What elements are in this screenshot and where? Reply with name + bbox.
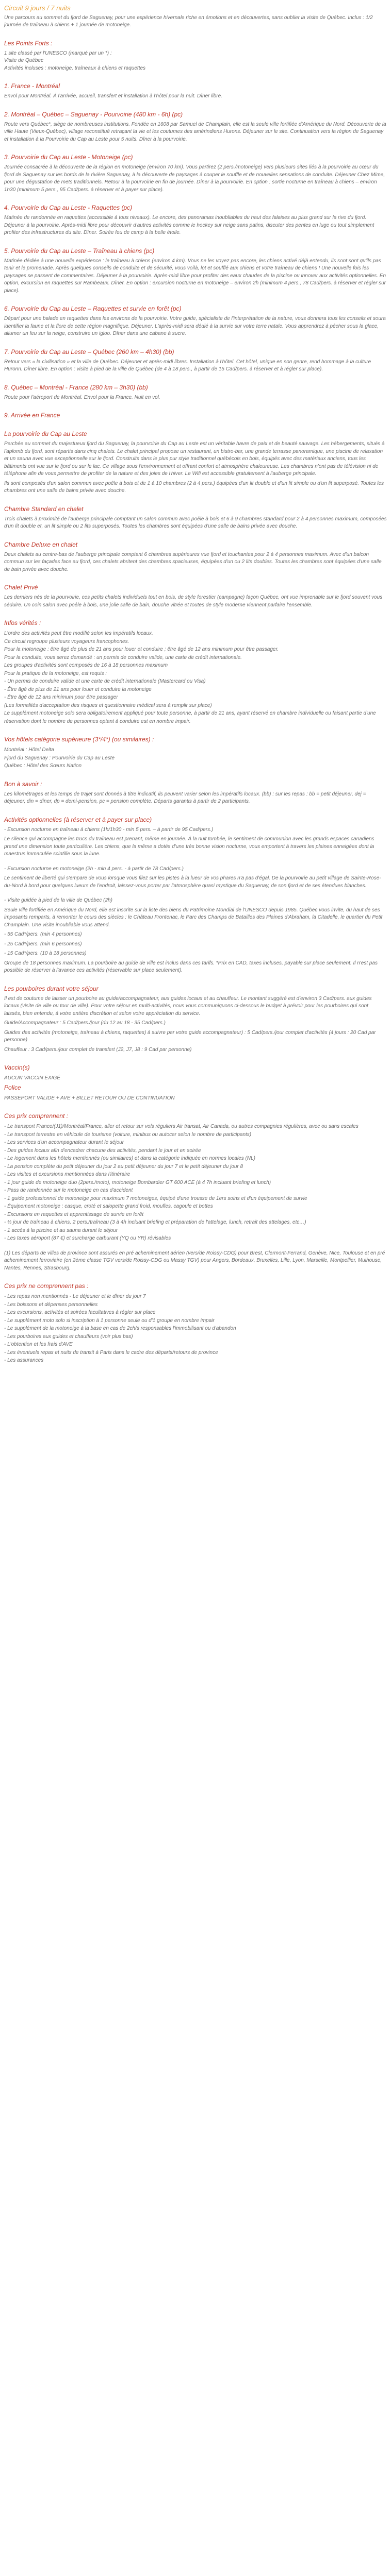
- list-item: - Un permis de conduire valide et une carte de crédit internationale (Mastercard ou Visa): [4, 679, 206, 684]
- infos-list: [4, 630, 387, 725]
- section-title: La pourvoirie du Cap au Leste: [4, 430, 87, 437]
- hotels-title: Vos hôtels catégorie supérieure (3*/4*) (ou similaires) :: [4, 736, 154, 743]
- day-title: 4. Pourvoirie du Cap au Leste - Raquettes (pc): [4, 204, 133, 211]
- section-text: Trois chalets à proximité de l'auberge principale comptant un salon commun avec poêle à bois et 6 à 9 chambres standard pour 2 à 4 personnes maximum, composées d'un lit double et, un lit simple ou 2 lits superposés. Toutes les chambres sont équipées d'une salle de bains privée avec douche.: [4, 516, 387, 529]
- options-text: Le sentiment de liberté qui s'empare de vous lorsque vous filez sur les pistes à la lueur de vos phares n'a pas d'égal. De la pourvoirie au petit village de Sainte-Rose-du-Nord à bord pour quelques lueurs de l'endroit, laissez-vous porter par l'atmosphère quasi mystique du Saguenay, de son fjord et de ses étendues blanches.: [4, 875, 381, 889]
- list-item: - ½ jour de traîneau à chiens, 2 pers./traîneau (3 à 4h incluant briefing et préparation de l'attelage, lunch, retrait des attelages, etc…): [4, 1219, 306, 1225]
- pourboires-title: Les pourboires durant votre séjour: [4, 985, 99, 992]
- day-2: [4, 110, 387, 144]
- list-item: - Excursions en raquettes et apprentissage de survie en forêt: [4, 1211, 144, 1217]
- day-text: Départ pour une balade en raquettes dans les environs de la pourvoirie. Votre guide, spécialiste de l'interprétation de la nature, vous donnera tous les conseils et soura identifier la faune et la flore de cette région magnifique. Déjeuner. L'après-midi sera dédié à la survie sur votre terre natale. Vous apprendrez à pêcher sous la glace, allumer un feu sur la neige, construire un igloo. Dîner dans une cabane à sucre.: [4, 316, 386, 336]
- list-item: - Les excursions, activités et soirées facultatives à régler sur place: [4, 1310, 156, 1315]
- savoir-text: Les kilométrages et les temps de trajet sont donnés à titre indicatif, ils peuvent varier selon les impératifs locaux. (bb) : sur les repas : bb = petit déjeuner, dej = déjeuner, din = dîner, dp = demi-pension, pc = pension complète. Départs garantis à partir de 2 participants.: [4, 791, 366, 804]
- day-text: Route pour l'aéroport de Montréal. Envol pour la France. Nuit en vol.: [4, 394, 160, 400]
- day-title: 1. France - Montréal: [4, 82, 60, 90]
- options-text: Seule ville fortifiée en Amérique du Nord, elle est inscrite sur la liste des biens du Patrimoine Mondial de l'UNESCO depuis 1985. Québec vous invite, du haut de ses imposants remparts, à remonter le cours des siècles : le Château Frontenac, le Parc des Champs de Batailles des Plaines d'Abraham, la Citadelle, le quartier du Petit Champlain. Une visite inoubliable vous attend.: [4, 907, 383, 928]
- list-item: - Le logement dans les hôtels mentionnés (ou similaires) et dans la catégorie indiquée en normes locales (NL): [4, 1156, 255, 1161]
- day-6: [4, 304, 387, 338]
- comprend-block: [4, 1111, 387, 1272]
- intro-text: Une parcours au sommet du fjord de Saguenay, pour une expérience hivernale riche en émotions et en découvertes, sans oublier la visite de Québec. Inclus : 1/2 journée de traîneau à chiens + 1 journée de motoneige.: [4, 14, 373, 28]
- section-pourvoirie: [4, 429, 387, 495]
- list-item: - 1 accès à la piscine et au sauna durant le séjour: [4, 1227, 118, 1233]
- options-text: - 55 Cad*/pers. (min 4 personnes): [4, 931, 82, 937]
- excluent-title: Ces prix ne comprennent pas :: [4, 1282, 89, 1290]
- list-item: - 1 guide professionnel de motoneige pour maximum 7 motoneiges, équipé d'une trousse de 1ers soins et d'un équipement de survie: [4, 1195, 307, 1201]
- list-item: Pour la motoneige : être âgé de plus de 21 ans pour louer et conduire ; être âgé de 12 ans minimum pour être passager.: [4, 647, 279, 652]
- day-text: Route vers Québec*, siège de nombreuses institutions. Fondée en 1608 par Samuel de Champlain, elle est la seule ville fortifiée d'Amérique du Nord. Découverte de la ville Haute (Vieux-Québec), village reconstitué retraçant la vie et les coutumes des amérindiens Hurons. Déjeuner sur le site. Continuation vers la région de Saguenay et installation à la Pourvoirie du Cap au Leste pour 5 nuits. Dîner à la pourvoirie.: [4, 121, 386, 142]
- list-item: Le supplément motoneige solo sera obligatoirement appliqué pour toute personne, à partir de 21 ans, ayant réservé en chambre individuelle ou faisant partie d'une réservation dont le nombre de personnes optant à conduire est en nombre impair.: [4, 710, 376, 724]
- day-1: [4, 81, 387, 100]
- section-title: Chambre Standard en chalet: [4, 505, 84, 513]
- list-item: - Le transport terrestre en véhicule de tourisme (voiture, minibus ou autocar selon le nombre de participants): [4, 1131, 252, 1138]
- day-5: [4, 246, 387, 295]
- day-title: 7. Pourvoirie du Cap au Leste – Québec (260 km – 4h30) (bb): [4, 348, 174, 355]
- police-text: PASSEPORT VALIDE + AVE + BILLET RETOUR OU DE CONTINUATION: [4, 1095, 175, 1101]
- list-item: - Les assurances: [4, 1358, 44, 1363]
- day-text: Journée consacrée à la découverte de la région en motoneige (environ 70 km). Vous partirez (2 pers./motoneige) vers plusieurs sites liés à la pourvoirie au cœur du fjord de Saguenay sur les bords de la rivière Saguenay, à la découverte de paysages à couper le souffle et de nouvelles sensations de conduite. Déjeuner Chez Mime, pour une dégustation de mets traditionnels. Retour à la pourvoirie en fin de journée. Dîner à la pourvoirie. En option : sortie nocturne en traîneau à chiens – environ 1h30 (minimum 5 pers., 95 Cad/pers. à réserver et à payer sur place).: [4, 164, 385, 193]
- options-title: Activités optionnelles (à réserver et à payer sur place): [4, 816, 152, 823]
- list-item: - Être âgé de 12 ans minimum pour être passager: [4, 694, 118, 700]
- pourboires-block: [4, 984, 387, 1054]
- list-item: - Pass de randonnée sur le motoneige en cas d'accident: [4, 1188, 133, 1193]
- day-title: 2. Montréal – Québec – Saguenay - Pourvoirie (480 km - 6h) (pc): [4, 110, 183, 118]
- list-item: - Le supplément de la motoneige à la base en cas de 2ch/s responsables l'immobilisant ou d'abandon: [4, 1326, 236, 1331]
- list-item: - Équipement motoneige : casque, croté et salopette grand froid, moufles, cagoule et bottes: [4, 1204, 213, 1209]
- section-title: Chalet Privé: [4, 584, 38, 591]
- list-item: Québec : Hôtel des Sœurs Nation: [4, 763, 82, 769]
- list-item: L'ordre des activités peut être modifié selon les impératifs locaux.: [4, 631, 153, 636]
- list-item: Fjord du Saguenay : Pourvoirie du Cap au Leste: [4, 755, 115, 761]
- pourboires-text: Guide/Accompagnateur : 5 Cad/pers./jour (du 12 au 18 - 35 Cad/pers.): [4, 1020, 166, 1026]
- depart-note: (1) Les départs de villes de province sont assurés en pré acheminement aérien (vers/de Roissy-CDG) pour Brest, Clermont-Ferrand, Genève, Nice, Toulouse et en pré acheminement ferroviaire (en 2ème classe TGV vers/de Roissy-CDG ou Massy TGV) pour Angers, Bordeaux, Bruxelles, Lille, Lyon, Marseille, Montpellier, Mulhouse, Nantes, Rennes, Strasbourg.: [4, 1250, 385, 1271]
- section-text: Ils sont composés d'un salon commun avec poêle à bois et de 1 à 10 chambres (2 à 4 pers.) équipées d'un lit double et d'un lit simple ou d'un lit superposé. Toutes les chambres ont une salle de bains privée avec douche.: [4, 480, 384, 494]
- section-chambre-deluxe: [4, 540, 387, 574]
- options-text: - 25 Cad*/pers. (min 6 personnes): [4, 941, 82, 947]
- points-forts-block: [4, 39, 387, 73]
- list-item: Pour la conduite, vous serez demandé : un permis de conduire valide, une carte de crédit internationale.: [4, 654, 242, 660]
- day-title: 5. Pourvoirie du Cap au Leste – Traîneau à chiens (pc): [4, 247, 155, 255]
- list-item: - Des guides locaux afin d'encadrer chacune des activités, pendant le jour et en soirée: [4, 1147, 201, 1154]
- day-3: [4, 152, 387, 194]
- day-title: 3. Pourvoirie du Cap au Leste - Motoneige (pc): [4, 154, 133, 161]
- section-text: Deux chalets au centre-bas de l'auberge principale comptant 6 chambres supérieures vue fjord et touchantes pour 2 à 4 personnes maximum. Avec d'un balcon commun sur les façades face au fjord, ces chalets abritent des chambres spacieuses, équipées d'un ou 2 lits doubles. Toutes les chambres sont équipées d'une salle de bain privée avec douche.: [4, 551, 382, 572]
- options-text: - Excursion nocturne en traîneau à chiens (1h/1h30 - min 5 pers. – à partir de 95 Cad/pers.): [4, 826, 214, 833]
- list-item: Ce circuit regroupe plusieurs voyageurs francophones.: [4, 638, 129, 645]
- list-item: - 1 jour guide de motoneige duo (2pers./moto), motoneige Bombardier GT 600 ACE (à 4 7h incluant briefing et lunch): [4, 1179, 271, 1185]
- list-item: - Être âgé de plus de 21 ans pour louer et conduire la motoneige: [4, 686, 152, 692]
- options-text: - Visite guidée à pied de la ville de Québec (2h): [4, 897, 112, 903]
- excluent-block: [4, 1281, 387, 1365]
- police-title: Police: [4, 1084, 21, 1091]
- infos-block: [4, 618, 387, 725]
- list-item: Pour la pratique de la motoneige, est requis :: [4, 670, 107, 676]
- day-title: 9. Arrivée en France: [4, 412, 60, 419]
- list-item: - Les pourboires aux guides et chauffeurs (voir plus bas): [4, 1333, 133, 1340]
- options-text: Le silence qui accompagne les trucs du traîneau est prenant, même en journée. À la nuit tombée, le sentiment de communion avec les grands espaces canadiens prend une dimension toute particulière. Les chiens, que la même a dotés d'une très bonne vision nocturne, vous emportent à travers les plaines enneigées dont la maestrus immaculée scintille sous la lune.: [4, 836, 374, 857]
- hotels-list: [4, 746, 387, 770]
- vaccins-title: Vaccin(s): [4, 1064, 30, 1071]
- section-chalet-prive: [4, 583, 387, 609]
- list-item: - Les visites et excursions mentionnées dans l'itinéraire: [4, 1172, 131, 1177]
- list-item: - Les repas non mentionnés - Le déjeuner et le dîner du jour 7: [4, 1294, 146, 1299]
- points-forts-title: Les Points Forts :: [4, 39, 53, 47]
- day-9: [4, 411, 387, 420]
- pourboires-text: Chauffeur : 3 Cad/pers./jour complet de transfert (J2, J7, J8 : 9 Cad par personne): [4, 1046, 192, 1053]
- points-forts-item: Visite de Québec: [4, 58, 43, 63]
- day-text: Matinée de randonnée en raquettes (accessible à tous niveaux). Le encore, des panoramas inoubliables du haut des falaises au plus grand sur la rive du fjord. Déjeuner à la pourvoirie. Après-midi libre pour découvrir d'autres activités comme le hockey sur neige sans patins, discuter des pentes en luge ou tout simplement profiter des infrastructures du site. Dîner. Soirée feu de camp à la belle étoile.: [4, 215, 374, 235]
- section-chambre-standard: [4, 504, 387, 531]
- section-text: Les derniers nés de la pourvoirie, ces petits chalets individuels tout en bois, de style forestier (campagne) façon Québec, ont vue imprenable sur le fjord souvent vous séduire. Un coin salon avec poêle à bois, une jolie salle de bain, douche vitrée et toutes de style moderne viennent parfaire l'ensemble.: [4, 595, 383, 608]
- infos-title: Infos vérités :: [4, 619, 41, 626]
- list-item: Les groupes d'activités sont composés de 16 à 18 personnes maximum: [4, 663, 168, 668]
- comprend-list: [4, 1123, 387, 1243]
- day-8: [4, 383, 387, 402]
- pourboires-text: Il est de coutume de laisser un pourboire au guide/accompagnateur, aux guides locaux et au chauffeur. Le montant suggéré est d'environ 3 Cad/pers. aux guides locaux (visite de ville ou tour de ville). Pour votre séjour en multi-activités, nous vous communiquons ci-dessous le budget à prévoir pour les pourboires qui sont laissés, bien entendu, à votre entière discrétion et selon votre appréciation du service.: [4, 995, 372, 1016]
- day-title: 8. Québec – Montréal - France (280 km – 3h30) (bb): [4, 383, 148, 391]
- list-item: - Les boissons et dépenses personnelles: [4, 1301, 98, 1308]
- day-7: [4, 347, 387, 374]
- day-text: Matinée dédiée à une nouvelle expérience : le traîneau à chiens (environ 4 km). Vous ne les voyez pas encore, les chiens activé déjà entendu, ils sont sont qu'ils pas tenir et le promenade. Après quelques conseils de conduite et de sécurité, vous voilà, lot et soufflé aux chiens et votre traîneau de chiens ! Une nouvelle fois les paysages se passent de commentaires. Déjeuner à la pourvoirie. Après-midi libre pour profiter des eaux chaudes de la piscine ou innover aux activités optionnelles. En option, excursion en raquettes sur Rambeaux. Dîner. En option : excursion nocturne en motoneige – environ 2h (minimum 4 pers., 78 Cad/pers. à réserver et régler sur place).: [4, 258, 386, 294]
- day-text: Envol pour Montréal. À l'arrivée, accueil, transfert et installation à l'hôtel pour la nuit. Dîner libre.: [4, 93, 222, 99]
- list-item: - Les éventuels repas et nuits de transit à Paris dans le cadre des départs/retours de province: [4, 1349, 218, 1355]
- list-item: - Le transport France/(J1)/Montréal/France, aller et retour sur vols réguliers Air transat, Air Canada, ou autres compagnies régulières, avec ou sans escales: [4, 1124, 359, 1129]
- intro-title: Circuit 9 jours / 7 nuits: [4, 4, 71, 12]
- list-item: (Les formalités d'acceptation des risques et questionnaire médical sera à remplir sur place): [4, 702, 212, 708]
- list-item: - Les taxes aéroport (87 €) et surcharge carburant (YQ ou YR) révisables: [4, 1235, 171, 1241]
- day-text: Retour vers « la civilisation » et la ville de Québec. Déjeuner et après-midi libres. Installation à l'hôtel. Cet hôtel, unique en son genre, rend hommage à la culture Huronn. Dîner libre. En option : visite à pied de la ville de Québec (de 4 à 18 pers., à partir de 15 Cad/pers. à réserver et à régler sur place).: [4, 359, 371, 372]
- pourboires-text: Guides des activités (motoneige, traîneau à chiens, raquettes) à suivre par votre guide accompagnateur) : 5 Cad/pers./jour complet d'activités (4 jours : 20 Cad par personne): [4, 1029, 376, 1043]
- options-text: - 15 Cad*/pers. (10 à 18 personnes): [4, 951, 87, 956]
- excluent-list: [4, 1293, 387, 1365]
- day-title: 6. Pourvoirie du Cap au Leste – Raquettes et survie en forêt (pc): [4, 305, 182, 312]
- comprend-title: Ces prix comprennent :: [4, 1112, 69, 1120]
- options-text: Groupe de 18 personnes maximum. La pourboire au guide de ville est inclus dans ces tarifs. *Prix en CAD, taxes incluses, payable sur place seulement. Il n'est pas possible de réserver à l'avance ces activités (réservable sur place seulement).: [4, 960, 378, 973]
- list-item: - La pension complète du petit déjeuner du jour 2 au petit déjeuner du jour 7 et le petit déjeuner du jour 8: [4, 1163, 243, 1170]
- intro-block: [4, 3, 387, 29]
- list-item: - Les services d'un accompagnateur durant le séjour: [4, 1140, 124, 1145]
- section-text: Perchée au sommet du majestueux fjord du Saguenay, la pourvoirie du Cap au Leste est un véritable havre de paix et de beauté sauvage. Les hébergements, situés à l'aplomb du fjord, sont répartis dans cinq chalets. Le chalet principal propose un restaurant, un bistro-bar, une grande terrasse panoramique, une piscine de relaxation et un sauna avec vue exceptionnelle sur le fjord. Construits dans le plus pur style traditionnel québécois en bois, équipés avec des matériaux anciens, tous les bâtiments ont vue sur le fjord ou sur le lac. Ce village sous l'environnement et offrant confort et atmosphère chaleureuse. Les chambres n'ont pas de télévision ni de téléphone afin de vous permettre de profiter de la nature et des joies de l'hiver. Le Wifi est accessible gratuitement à l'auberge principale.: [4, 441, 385, 477]
- savoir-title: Bon à savoir :: [4, 780, 42, 788]
- vaccins-text: AUCUN VACCIN EXIGÉ: [4, 1075, 60, 1081]
- section-title: Chambre Deluxe en chalet: [4, 540, 78, 548]
- day-4: [4, 203, 387, 237]
- points-forts-item: Activités incluses : motoneige, traîneaux à chiens et raquettes: [4, 65, 146, 71]
- options-text: - Excursion nocturne en motoneige (2h - min 4 pers. - à partir de 78 Cad/pers.): [4, 866, 184, 872]
- vaccins-block: [4, 1063, 387, 1102]
- points-forts-item: 1 site classé par l'UNESCO (marqué par un *) :: [4, 50, 112, 56]
- hotels-block: [4, 735, 387, 770]
- list-item: - Le supplément moto solo si inscription à 1 personne seule ou d'1 groupe en nombre impair: [4, 1317, 215, 1324]
- list-item: Montréal : Hôtel Delta: [4, 747, 54, 753]
- savoir-block: [4, 779, 387, 806]
- list-item: - L'obtention et les frais d'AVE: [4, 1342, 73, 1347]
- options-block: [4, 815, 387, 975]
